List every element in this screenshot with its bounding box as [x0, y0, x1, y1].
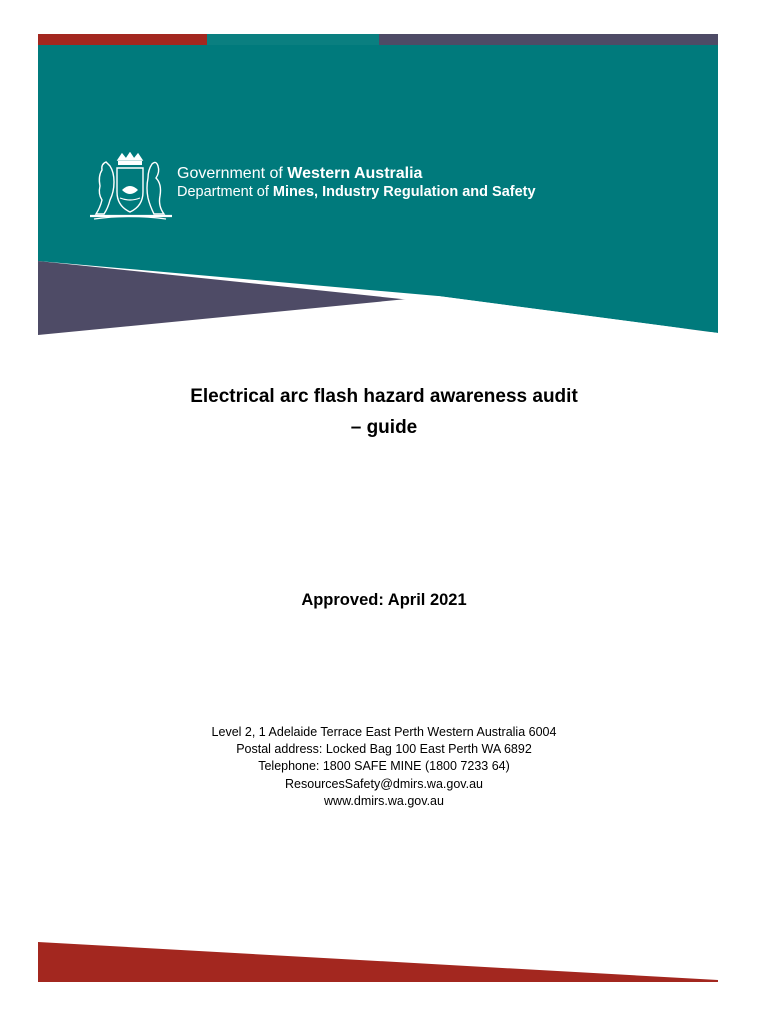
stripe-red-segment	[38, 34, 207, 45]
approved-date: Approved: April 2021	[301, 591, 467, 609]
street-address: Level 2, 1 Adelaide Terrace East Perth Western Australia 6004	[211, 725, 557, 739]
email-link[interactable]: ResourcesSafety@dmirs.wa.gov.au	[285, 776, 483, 791]
wa-coat-of-arms-icon	[84, 152, 176, 222]
footer-shapes	[38, 940, 718, 982]
top-color-stripe	[38, 34, 718, 45]
document-title	[0, 381, 768, 443]
postal-address: Postal address: Locked Bag 100 East Perth WA 6892	[236, 742, 532, 757]
telephone: Telephone: 1800 SAFE MINE (1800 7233 64)	[258, 759, 510, 774]
website-link[interactable]: www.dmirs.wa.gov.au	[324, 793, 444, 808]
department-title: Mines, Industry Regulation and Safety	[272, 184, 536, 200]
document-title-line-2: – guide	[350, 417, 418, 438]
government-state: Western Australia	[287, 165, 423, 182]
government-name	[177, 165, 422, 183]
footer-band	[38, 940, 718, 982]
stripe-purple-segment	[379, 34, 718, 45]
contact-details	[0, 724, 768, 810]
department-prefix: Department of	[177, 184, 273, 200]
government-prefix: Government of	[177, 165, 288, 182]
department-name	[177, 184, 536, 200]
stripe-teal-segment	[207, 34, 379, 45]
footer-red-wedge	[38, 942, 718, 982]
document-title-line-1: Electrical arc flash hazard awareness audit	[190, 386, 578, 407]
